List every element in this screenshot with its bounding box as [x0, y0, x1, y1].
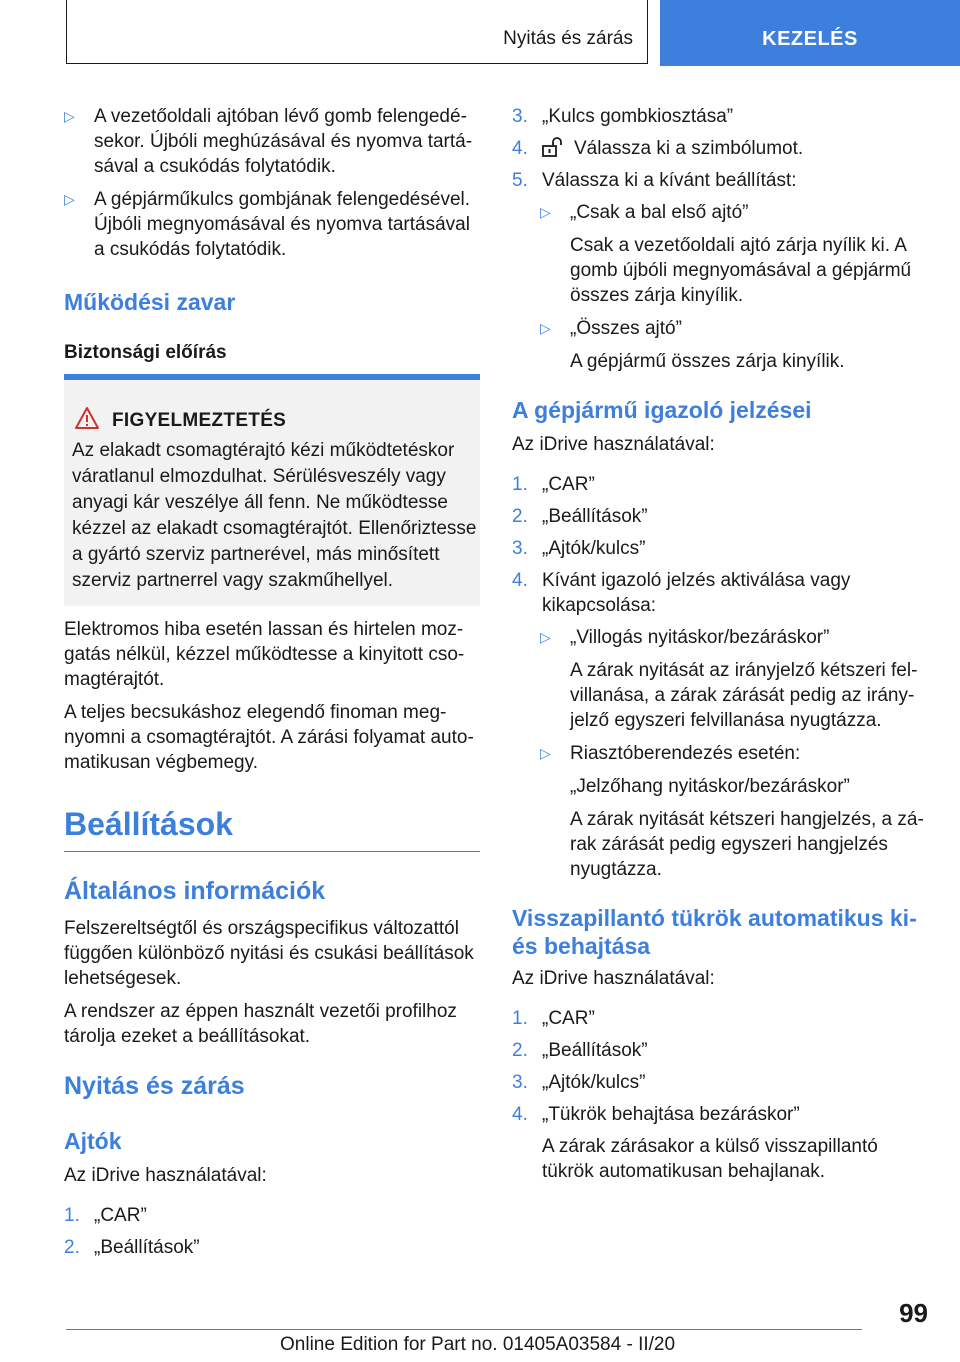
- option-list: [512, 200, 928, 374]
- list-item: 4. „Tükrök behajtása bezáráskor”: [512, 1104, 800, 1125]
- mirrors-section: [512, 966, 928, 1184]
- header-section-title: Nyitás és zárás: [503, 28, 633, 49]
- paragraph: A rendszer az éppen használt vezetői profilhoz tárolja ezeket a beállításokat.: [64, 1001, 457, 1047]
- list-item: 3. „Ajtók/kulcs”: [512, 1072, 646, 1093]
- list-item: 4. Válassza ki a szimbólumot.: [512, 138, 804, 159]
- paragraph: A teljes becsukáshoz elegendő finoman megnyomni a csomagtérajtót. A zárási folyamat automatikusan végbemegy.: [64, 702, 474, 773]
- header-tab-label: KEZELÉS: [762, 28, 858, 50]
- settings-heading: Beállítások: [64, 806, 233, 842]
- triangle-bullet-icon: ▷: [540, 320, 551, 336]
- list-item: 2. „Beállítások”: [512, 506, 648, 527]
- option-list: [512, 625, 928, 882]
- list-item: 1. „CAR”: [512, 474, 595, 495]
- triangle-bullet-icon: ▷: [540, 629, 551, 645]
- option-item: ▷ „Összes ajtó” A gépjármű összes zárja kinyílik.: [540, 318, 845, 372]
- triangle-bullet-icon: ▷: [540, 204, 551, 220]
- list-item: 2. „Beállítások”: [512, 1040, 648, 1061]
- list-item: 3. „Kulcs gombkiosztása”: [512, 106, 734, 127]
- warning-title: FIGYELMEZTETÉS: [112, 410, 287, 431]
- safety-heading: Biztonsági előírás: [64, 342, 227, 363]
- triangle-bullet-icon: ▷: [540, 745, 551, 761]
- warning-triangle-icon: [74, 406, 100, 430]
- list-item: 2. „Beállítások”: [64, 1237, 200, 1258]
- list-item: 4. Kívánt igazoló jelzés aktiválása vagy kikapcsolása:: [512, 570, 851, 616]
- option-item: ▷ „Csak a bal első ajtó” Csak a vezetőoldali ajtó zárja nyílik ki. A gomb újbóli megnyomásával a gépjármű összes zárja kinyílik.: [540, 202, 912, 306]
- general-info: [64, 916, 480, 1049]
- right-column: [512, 104, 928, 382]
- header-tab[interactable]: [660, 0, 960, 66]
- warning-box: [64, 374, 480, 606]
- page-number: 99: [899, 1298, 928, 1328]
- option-item: ▷ Riasztóberendezés esetén: „Jelzőhang nyitáskor/bezáráskor” A zárak nyitását kétszeri hangjelzés, a zárak zárását pedig egyszeri hangjelzés nyugtázza.: [540, 743, 924, 880]
- paragraph: Felszereltségtől és országspecifikus változattól függően különböző nyitási és csukási beállítások lehetségesek.: [64, 918, 474, 989]
- signals-heading: A gépjármű igazoló jelzései: [512, 397, 812, 423]
- list-item: 1. „CAR”: [64, 1205, 147, 1226]
- doors-section: [64, 1163, 480, 1267]
- signals-section: [512, 432, 928, 890]
- malfunction-heading: Működési zavar: [64, 289, 236, 315]
- list-item: 5. Válassza ki a kívánt beállítást:: [512, 170, 797, 191]
- paragraph: Az iDrive használatával:: [512, 434, 715, 455]
- open-close-heading: Nyitás és zárás: [64, 1072, 245, 1100]
- footer-rule: [66, 1329, 862, 1330]
- unlock-icon: [542, 137, 564, 157]
- list-item: ▷ A gépjárműkulcs gombjának felengedésével. Újbóli megnyomásával és nyomva tartásával a csukódás folytatódik.: [64, 189, 471, 260]
- header-box: [66, 0, 648, 64]
- list-item: 1. „CAR”: [512, 1008, 595, 1029]
- list-item: 3. „Ajtók/kulcs”: [512, 538, 646, 559]
- triangle-bullet-icon: ▷: [64, 108, 75, 124]
- general-heading: Általános információk: [64, 877, 326, 905]
- left-column: [64, 104, 484, 270]
- paragraph: Az iDrive használatával:: [64, 1165, 267, 1186]
- option-item: ▷ „Villogás nyitáskor/bezáráskor” A zárak nyitását az irányjelző kétszeri felvillanása, a zárak zárását pedig az irányjelző egyszeri felvillanása nyugtázza.: [540, 627, 918, 731]
- heading-rule: [64, 851, 480, 852]
- list-item: ▷ A vezetőoldali ajtóban lévő gomb felengedésekor. Újbóli meghúzásával és nyomva tartásával a csukódás folytatódik.: [64, 106, 473, 177]
- warning-text: Az elakadt csomagtérajtó kézi működtetéskor váratlanul elmozdulhat. Sérülésveszély vagy anyagi kár veszélye áll fenn. Ne működtesse kézzel az elakadt csomagtérajtót. Ellenőriztesse a gyártó szerviz partnerével, más minősített szerviz partnerrel vagy szakműhellyel.: [72, 440, 477, 591]
- doors-heading: Ajtók: [64, 1128, 122, 1154]
- footer-edition: Online Edition for Part no. 01405A03584 - II/20: [280, 1334, 676, 1355]
- paragraph: Az iDrive használatával:: [512, 968, 715, 989]
- paragraph: Elektromos hiba esetén lassan és hirtelen mozgatás nélkül, kézzel működtesse a kinyitott csomagtérajtót.: [64, 619, 465, 690]
- mirrors-heading: Visszapillantó tükrök automatikus ki- és behajtása: [512, 905, 917, 959]
- left-column-lower: [64, 617, 480, 775]
- triangle-bullet-icon: ▷: [64, 191, 75, 207]
- paragraph: A zárak zárásakor a külső visszapillantó tükrök automatikusan behajlanak.: [542, 1136, 878, 1182]
